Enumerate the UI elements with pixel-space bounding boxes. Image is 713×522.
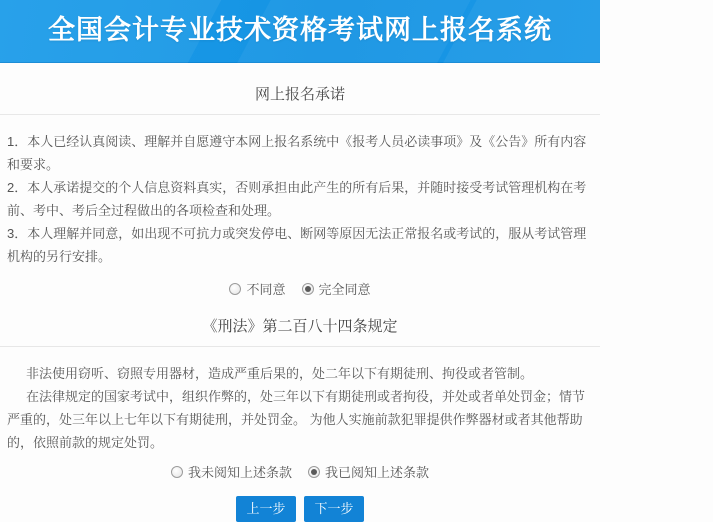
radio-option-label: 完全同意 — [318, 282, 371, 297]
main-content — [0, 87, 600, 522]
commitment-section-title: 网上报名承诺 — [254, 86, 345, 103]
previous-step-button[interactable]: 上一步 — [236, 496, 296, 522]
radio-option-fully-agree[interactable] — [302, 279, 371, 298]
radio-option-label: 我未阅知上述条款 — [187, 465, 292, 480]
law-radio-group — [0, 462, 600, 481]
radio-option-label: 我已阅知上述条款 — [325, 465, 430, 480]
commitment-radio-group — [0, 279, 600, 298]
app-title: 全国会计专业技术资格考试网上报名系统 — [48, 15, 552, 45]
radio-button-icon[interactable] — [308, 466, 320, 478]
law-paragraph-1: 非法使用窃听、窃照专用器材，造成严重后果的，处二年以下有期徒刑、拘役或者管制。 — [26, 366, 534, 381]
radio-option-label: 不同意 — [246, 282, 286, 297]
commitment-item-2: 2．本人承诺提交的个人信息资料真实，否则承担由此产生的所有后果，并随时接受考试管理机构在考前、考中、考后全过程做出的各项检查和处理。 — [7, 180, 587, 218]
radio-option-have-read[interactable] — [308, 462, 429, 481]
commitment-text-block — [0, 115, 600, 268]
commitment-item-1: 1．本人已经认真阅读、理解并自愿遵守本网上报名系统中《报考人员必读事项》及《公告》所有内容和要求。 — [7, 134, 587, 172]
radio-button-icon[interactable] — [171, 466, 183, 478]
law-section-title: 《刑法》第二百八十四条规定 — [202, 318, 398, 335]
app-header — [0, 0, 600, 63]
action-button-row — [0, 496, 600, 522]
radio-option-disagree[interactable] — [229, 279, 285, 298]
radio-button-icon[interactable] — [302, 283, 314, 295]
law-paragraph-2: 在法律规定的国家考试中，组织作弊的，处三年以下有期徒刑或者拘役，并处或者单处罚金；情节严重的，处三年以上七年以下有期徒刑，并处罚金。 为他人实施前款犯罪提供作弊器材或者其他帮助的，依照前款的规定处罚。 — [7, 389, 586, 450]
law-text-block — [0, 347, 600, 454]
next-step-button[interactable]: 下一步 — [304, 496, 364, 522]
commitment-item-3: 3．本人理解并同意，如出现不可抗力或突发停电、断网等原因无法正常报名或考试的，服从考试管理机构的另行安排。 — [7, 226, 587, 264]
radio-button-icon[interactable] — [229, 283, 241, 295]
radio-option-not-read[interactable] — [171, 462, 292, 481]
